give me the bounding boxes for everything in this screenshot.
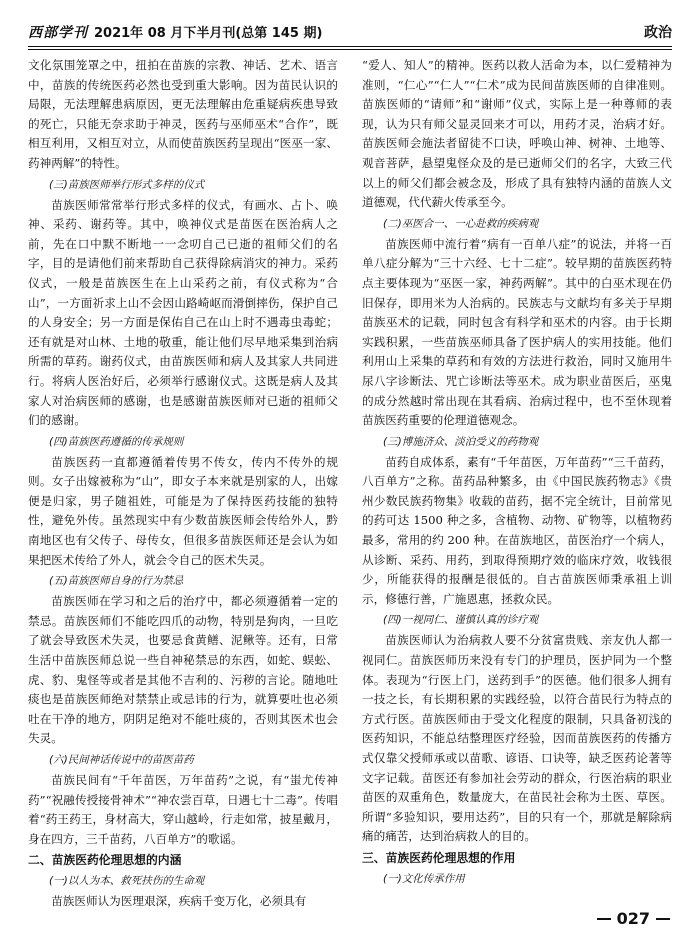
paragraph: 文化氛围笼罩之中，扭拍在苗族的宗教、神话、艺术、语言中，苗族的传统医药必然也受到重大影响。因为苗民认识的局限，无法理解患病原因，更无法理解由危重疑病疾患导致的死亡，只能无奈求助于神灵，医药与巫师巫术“合作”，既相互利用，又相互对立，从而使苗族医药呈现出“医巫一家、药神两解”的特性。 [28, 58, 338, 170]
subsection-heading: (六)民间神话传说中的苗医苗药 [49, 754, 194, 766]
subsection-heading: (一)文化传承作用 [383, 872, 465, 885]
paragraph: “爱人、知人”的精神。医药以救人活命为本，以仁爱精神为准则，“仁心”“仁人”“仁术”成为民间苗族医师的自律准则。苗族医师的“请师”和“谢师”仪式，实际上是一种尊师的表现，认为只有师父显灵回来才可以，用药才灵，治病才好。苗族医师会施法者留徒不口诀，呼唤山神、树神、土地等、观音菩萨，悬望鬼怪众及的是已逝师父们的名字，大致三代以上的师父们都会被念及，形成了具有独特内涵的苗族人文道德观，代代薪火传承至今。 [362, 58, 672, 210]
section-heading: 二、苗族医药伦理思想的内涵 [28, 853, 182, 868]
subsection-heading: (一)以人为本、救死扶伤的生命观 [49, 875, 205, 888]
header-rule-thin [28, 49, 672, 50]
paragraph: 苗族民间有“千年苗医，万年苗药”之说，有“蚩尤传神药”“祝融传授接骨神术”“神农尝百草，日遇七十二毒”。传唱着“药王药王，身材高大，穿山越岭，行走如常，披星戴月，身在四方，三千苗药，八百单方”的歌谣。 [28, 773, 338, 846]
page-number: 027 [616, 909, 650, 928]
paragraph: 苗族医师认为医理艰深，疾病千变万化，必须具有 [51, 894, 307, 909]
left-column [28, 56, 338, 909]
subsection-heading: (二)巫医合一、一心赴救的疾病观 [383, 217, 539, 230]
paragraph: 苗族医师中流行着“病有一百单八症”的说法，并将一百单八症分解为“三十六经、七十二症”。较早期的苗族医药特点主要体现为“巫医一家，神药两解”。其中的白巫术现在仍旧保存，即用米为人治病的。民族志与文献均有多关于早期苗族巫术的记载，同时包含有科学和巫术的内容。由于长期实践积累，一些苗族巫师具备了医护病人的实用技能。他们利用山上采集的草药和有效的方法进行救治，同时又施用牛尿八字诊断法、咒亡诊断法等巫术。成为职业苗医后，巫鬼的成分然越时常出现在其看病、治病过程中，也不至休现着苗族医药重要的伦理道德观念。 [362, 236, 672, 428]
paragraph: 苗族医师认为治病救人要不分贫富贵贱、亲友仇人都一视同仁。苗族医师历来没有专门的护理员，医护同为一个整体。表现为“行医上门，送药到手”的医德。他们很多人拥有一技之长，有长期积累的实践经验，以符合苗民行为特点的方式行医。苗族医师由于受文化程度的限制，只具备初浅的医药知识，不能总结整理医疗经验，因而苗族医药的传播方式仅靠父授师承或以苗歌、谚语、口诀等，缺乏医药论著等文字记载。苗医还有参加社会劳动的群众，行医治病的职业苗医的双重角色，数量庞大，在苗民社会称为土医、草医。所谓“多验知识，要用达药”，目的只有一个，那就是解除病痛的痛苦，达到治病救人的目的。 [362, 633, 672, 844]
subsection-heading: (五)苗族医师自身的行为禁忌 [49, 575, 184, 588]
paragraph: 苗族医药一直都遵循着传男不传女，传内不传外的规则。女子出嫁被称为“山”，即女子本来就是别家的人，出嫁便是归家，男子随祖姓，可能是为了保持医药技能的独特性，避免外传。虽然现实中有少数苗族医师会传给外人，黔南地区也有父传子、母传女，但很多苗族医师还是会认为如果把医术传给了外人，就会令自己的医术失灵。 [28, 454, 338, 567]
folio-dash-left [597, 918, 611, 920]
subsection-heading: (四)苗族医药遵循的传承规则 [49, 435, 184, 448]
header-rule-thick [28, 46, 672, 47]
page-folio [597, 909, 670, 928]
body-columns [28, 56, 672, 909]
folio-dash-right [656, 918, 670, 920]
header-left [28, 22, 322, 42]
paragraph: 苗药自成体系，素有“千年苗医，万年苗药”“三千苗药，八百单方”之称。苗药品种繁多，由《中国民族药物志》《贵州少数民族药物集》收载的苗药，据不完全统计，目前常见的药可达 1500 种之多，含植物、动物、矿物等，以植物药最多，常用的约 200 种。在苗族地区，苗医治疗一个病人，从诊断、采药、用药，到取得预期疗效的临床疗效，收钱很少，所能获得的报酬是很低的。自古苗族医师秉承祖上训示，修德行善，广施恩惠，拯救众民。 [362, 454, 672, 606]
subsection-heading: (三)博施济众、淡泊受义的药物观 [383, 435, 539, 448]
subsection-heading: (四)一视同仁、谨慎认真的诊疗观 [383, 614, 539, 627]
subsection-heading: (三)苗族医师举行形式多样的仪式 [49, 178, 205, 191]
journal-masthead: 西部学刊 [28, 25, 88, 41]
paragraph: 苗族医师常常举行形式多样的仪式，有画水、占卜、唤神、采药、谢药等。其中，唤神仪式是苗医在医治病人之前，先在口中默不断地一一念叨自己已逝的祖师父们的名字，目的是请他们前来帮助自己获得除病消灾的神力。采药仪式，一般是苗族医生在上山采药之前，有仪式称为“合山”，一方面祈求上山不会因山路崎岖而滑倒摔伤，保护自己的人身安全；另一方面是保佑自己在山上时不遇毒虫毒蛇；还有就是对山林、土地的敬重，能让他们尽早地采集到治病所需的草药。谢药仪式，由苗族医师和病人及其家人共同进行。将病人医治好后，必须举行感谢仪式。这既是病人及其家人对治病医师的感谢，也是感谢苗族医师对已逝的祖师父们的感谢。 [28, 197, 338, 428]
issue-info: 2021年 08 月下半月刊(总第 145 期) [94, 26, 323, 41]
paragraph: 苗族医师在学习和之后的治疗中，都必须遵循着一定的禁忌。苗族医师们不能吃四爪的动物，特别是狗肉，一旦吃了就会导致医术失灵，也要忌食黄鳝、泥鳅等。还有，日常生活中苗族医师总说一些自神秘禁忌的东西，如蛇、蜈蚣、虎、豹、鬼怪等或者是其他不吉利的、污秽的言论。随地吐痰也是苗族医师绝对禁禁止或忌讳的行为，就算要吐也必须吐在干净的地方，阴阴足绝对不能吐痰的，否则其医术也会失灵。 [28, 594, 338, 746]
right-column [362, 56, 672, 890]
section-heading: 三、苗族医药伦理思想的作用 [362, 850, 516, 865]
running-header [28, 10, 672, 42]
section-tag: 政治 [644, 25, 672, 41]
